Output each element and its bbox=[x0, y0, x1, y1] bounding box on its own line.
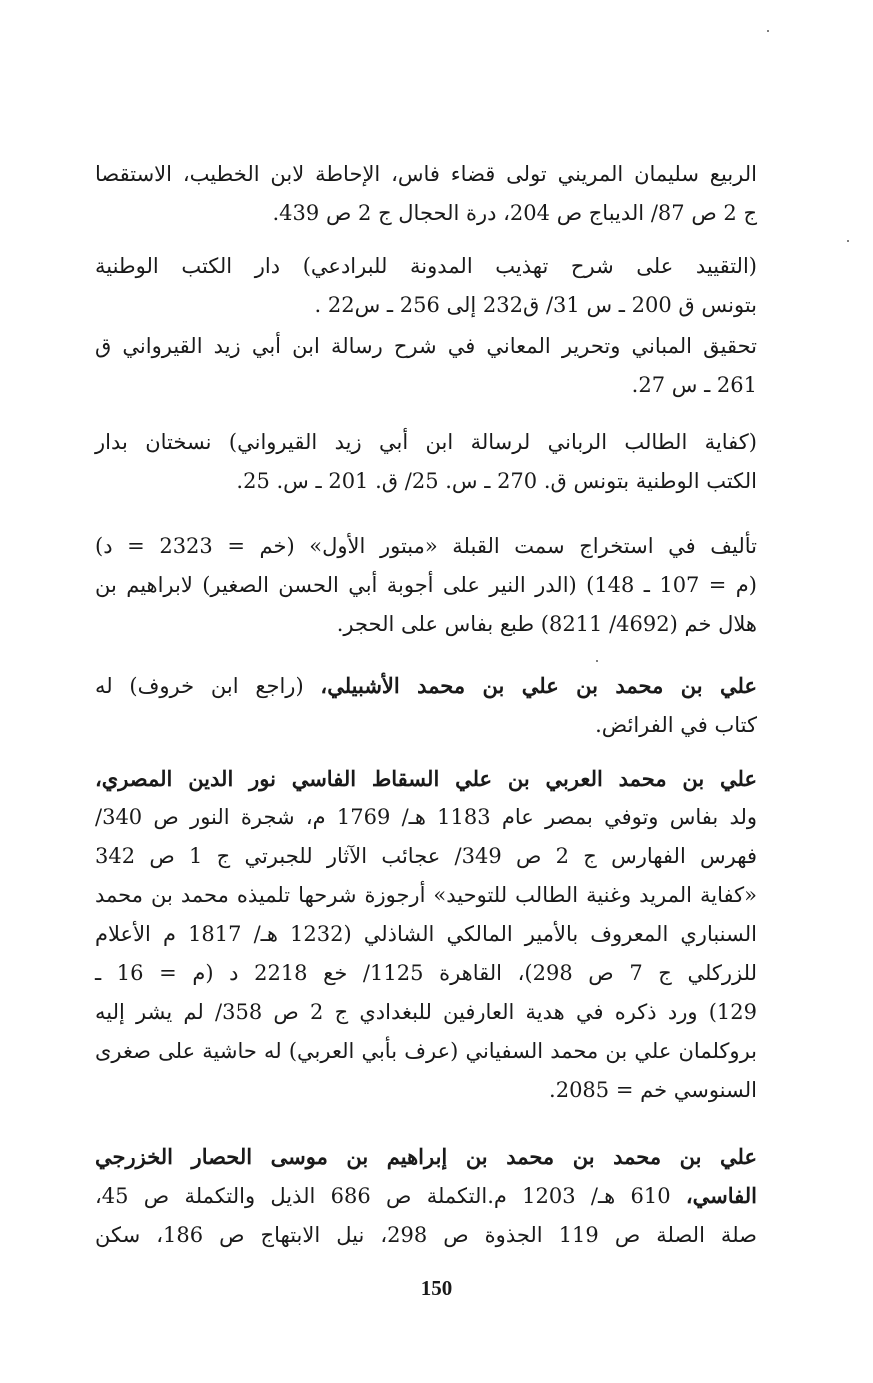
text-line: هلال خم (4692/ 8211) طبع بفاس على الحجر. bbox=[336, 612, 757, 636]
text-line: 129) ورد ذكره في هدية العارفين للبغدادي ج 2 ص 358/ لم يشر إليه bbox=[95, 1000, 757, 1024]
stray-dot-mark bbox=[767, 30, 769, 32]
text-line: كتاب في الفرائض. bbox=[595, 713, 757, 737]
entry-ali-al-ishbili bbox=[95, 666, 757, 745]
text-line: تأليف في استخراج سمت القبلة «مبتور الأول» (خم = 2323 = د) bbox=[95, 534, 757, 558]
stray-dot-mark bbox=[847, 240, 849, 242]
paragraph-1 bbox=[95, 155, 757, 233]
entry-text: 610 هـ/ 1203 م.التكملة ص 686 الذيل والتكملة ص 45، bbox=[95, 1184, 686, 1208]
text-line: للزركلي ج 7 ص 298)، القاهرة 1125/ خع 2218 د (م = 16 ـ bbox=[95, 961, 757, 985]
entry-ali-al-hassar bbox=[95, 1137, 757, 1255]
text-line: صلة الصلة ص 119 الجذوة ص 298، نيل الابتهاج ص 186، سكن bbox=[95, 1223, 757, 1247]
text-line: (م = 107 ـ 148) (الدر النير على أجوبة أبي الحسن الصغير) لابراهيم بن bbox=[95, 573, 757, 597]
text-line: الكتب الوطنية بتونس ق. 270 ـ س. 25/ ق. 201 ـ س. 25. bbox=[236, 469, 757, 493]
text-line: تحقيق المباني وتحرير المعاني في شرح رسالة ابن أبي زيد القيرواني ق bbox=[95, 334, 757, 358]
entry-heading: علي بن محمد بن محمد بن إبراهيم بن موسى الحصار الخزرجي bbox=[95, 1144, 757, 1169]
entry-ali-al-saqqat bbox=[95, 759, 757, 1110]
entry-heading-continued: الفاسي، bbox=[685, 1183, 757, 1208]
paragraph-2 bbox=[95, 247, 757, 325]
text-line: بروكلمان علي بن محمد السفياني (عرف بأبي العربي) له حاشية على صغرى bbox=[95, 1039, 757, 1063]
text-line: السنوسي خم = 2085. bbox=[549, 1078, 757, 1102]
entry-heading: علي بن محمد بن علي بن محمد الأشبيلي، bbox=[320, 673, 757, 698]
paragraph-4 bbox=[95, 423, 757, 501]
text-line: الربيع سليمان المريني تولى قضاء فاس، الإحاطة لابن الخطيب، الاستقصا bbox=[95, 162, 757, 186]
text-line: ولد بفاس وتوفي بمصر عام 1183 هـ/ 1769 م، شجرة النور ص 340/ bbox=[95, 805, 758, 829]
text-line bbox=[95, 666, 757, 706]
entry-text: (راجع ابن خروف) له bbox=[95, 674, 321, 698]
paragraph-3 bbox=[95, 327, 757, 405]
text-line: (كفاية الطالب الرباني لرسالة ابن أبي زيد القيرواني) نسختان بدار bbox=[95, 430, 757, 454]
text-line: ج 2 ص 87/ الديباج ص 204، درة الحجال ج 2 ص 439. bbox=[272, 201, 757, 225]
text-line: السنباري المعروف بالأمير المالكي الشاذلي (1232 هـ/ 1817 م الأعلام bbox=[95, 922, 757, 946]
paragraph-5 bbox=[95, 527, 757, 644]
entry-heading: علي بن محمد العربي بن علي السقاط الفاسي نور الدين المصري، bbox=[95, 766, 757, 791]
text-line: فهرس الفهارس ج 2 ص 349/ عجائب الآثار للجبرتي ج 1 ص 342 bbox=[95, 844, 757, 868]
text-line: «كفاية المريد وغنية الطالب للتوحيد» أرجوزة شرحها تلميذه محمد بن محمد bbox=[95, 883, 757, 907]
text-line: 261 ـ س 27. bbox=[631, 373, 757, 397]
text-line: بتونس ق 200 ـ س 31/ ق232 إلى 256 ـ س22 . bbox=[314, 293, 757, 317]
text-line bbox=[95, 1176, 757, 1216]
page-number: 150 bbox=[420, 1276, 453, 1300]
stray-dot-mark bbox=[596, 660, 598, 662]
text-line: (التقييد على شرح تهذيب المدونة للبرادعي) دار الكتب الوطنية bbox=[95, 254, 757, 278]
